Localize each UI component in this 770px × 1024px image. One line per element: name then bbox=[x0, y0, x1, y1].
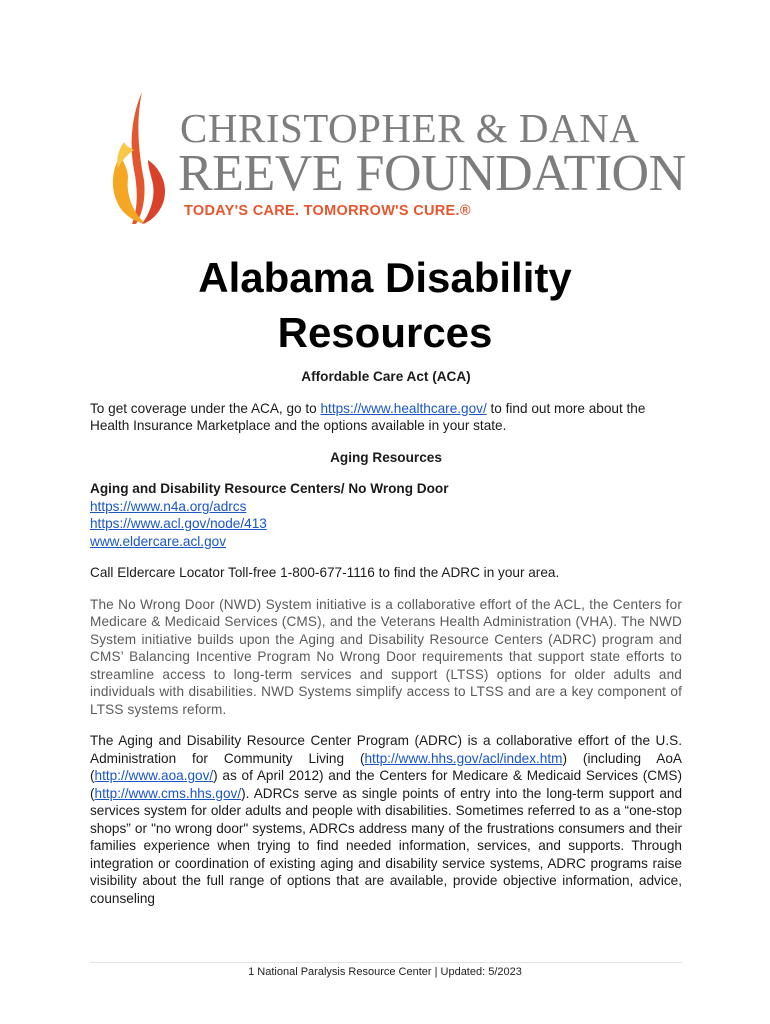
healthcare-gov-link[interactable]: https://www.healthcare.gov/ bbox=[320, 400, 487, 416]
aca-text-before: To get coverage under the ACA, go to bbox=[90, 400, 321, 416]
page-footer: 1 National Paralysis Resource Center | Updated: 5/2023 bbox=[248, 966, 522, 978]
cms-link[interactable]: http://www.cms.hhs.gov/ bbox=[94, 785, 242, 801]
nwd-paragraph: The No Wrong Door (NWD) System initiative is a collaborative effort of the ACL, the Centers for Medicare & Medicaid Services (CMS), and the Veterans Health Administration (VHA). The NWD System initiative builds upon the Aging and Disability Resource Centers (ADRC) program and CMS’ Balancing Incentive Program No Wrong Door requirements that support state efforts to streamline access to long-term services and support (LTSS) options for older adults and individuals with disabilities. NWD Systems simplify access to LTSS and are a key component of LTSS systems reform. bbox=[90, 596, 682, 717]
eldercare-link[interactable]: www.eldercare.acl.gov bbox=[90, 533, 226, 549]
adrc-subheading: Aging and Disability Resource Centers/ No Wrong Door bbox=[90, 481, 449, 496]
logo-name-line1: CHRISTOPHER & DANA bbox=[180, 105, 640, 151]
aca-heading: Affordable Care Act (ACA) bbox=[301, 369, 471, 384]
hhs-acl-link[interactable]: http://www.hhs.gov/acl/index.htm bbox=[364, 750, 563, 766]
title-line2: Resources bbox=[277, 309, 493, 356]
title-line1: Alabama Disability bbox=[198, 254, 572, 301]
n4a-adrcs-link[interactable]: https://www.n4a.org/adrcs bbox=[90, 498, 247, 514]
adrc-text-2: ) (including AoA ( bbox=[90, 750, 682, 783]
eldercare-locator-text: Call Eldercare Locator Toll-free 1-800-677-1116 to find the ADRC in your area. bbox=[90, 565, 560, 580]
adrc-paragraph bbox=[90, 732, 682, 907]
aging-heading: Aging Resources bbox=[330, 449, 442, 465]
adrc-text-3: ) as of April 2012) and the Centers for Medicare & Medicaid Services (CMS) ( bbox=[90, 768, 682, 801]
page-title bbox=[0, 250, 770, 360]
adrc-text-4: ). ADRCs serve as single points of entry into the long-term support and services system for older adults and people with disabilities. Sometimes referred to as a “one-stop shops” or "no wrong door" systems, ADRCs address many of the frustrations consumers and their families experience when trying to find needed information, services, and supports. Through integration or coordination of existing aging and disability service systems, ADRC programs raise visibility about the full range of options that are available, provide objective information, advice, counseling bbox=[90, 785, 682, 906]
adrc-link-list bbox=[90, 498, 682, 551]
logo-tagline: TODAY'S CARE. TOMORROW'S CURE.® bbox=[184, 203, 471, 219]
footer-divider bbox=[90, 962, 682, 963]
acl-node-link[interactable]: https://www.acl.gov/node/413 bbox=[90, 516, 267, 531]
flame-logo-icon bbox=[108, 90, 186, 226]
logo-name-line2: REEVE FOUNDATION bbox=[178, 145, 686, 202]
aca-paragraph bbox=[90, 400, 682, 435]
aca-text-after: to find out more about the Health Insurance Marketplace and the options available in your state. bbox=[90, 400, 646, 433]
document-body bbox=[90, 368, 682, 921]
foundation-logo bbox=[108, 90, 686, 230]
aoa-link[interactable]: http://www.aoa.gov/ bbox=[94, 768, 214, 783]
adrc-text-1: The Aging and Disability Resource Center Program (ADRC) is a collaborative effort of the U.S. Administration for Community Living ( bbox=[90, 733, 682, 766]
